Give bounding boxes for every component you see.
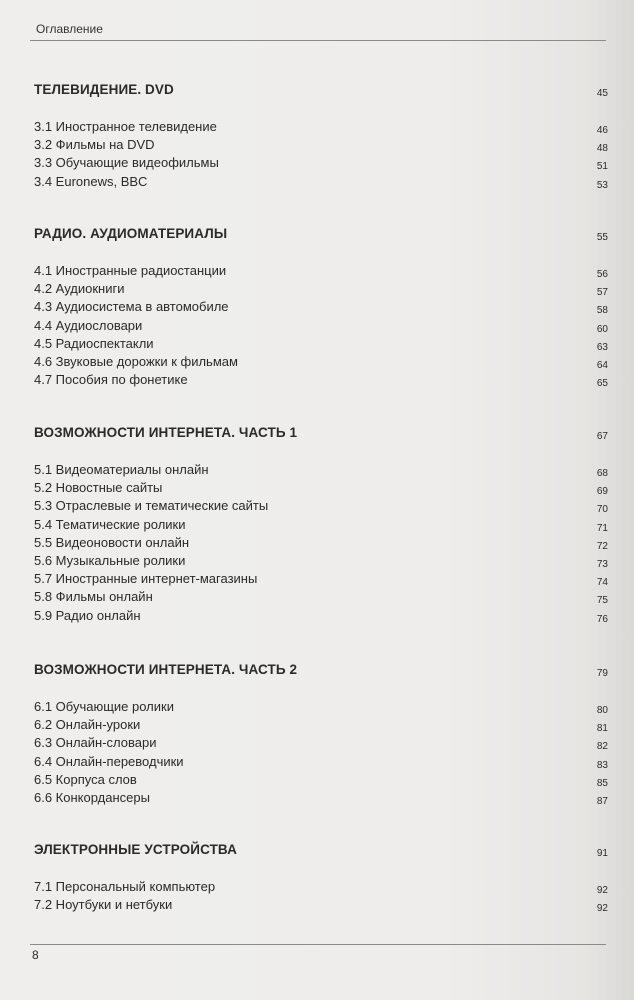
toc-item-label: 3.3 Обучающие видеофильмы [34,155,219,171]
toc-item-page: 57 [596,287,608,299]
section-heading-row [34,842,608,866]
toc-item-label: 5.1 Видеоматериалы онлайн [34,462,209,477]
toc-item-label: 7.1 Персональный компьютер [34,879,216,894]
toc-item [34,754,608,772]
toc-item-page: 60 [596,323,608,335]
toc-item [34,336,608,354]
section-page-number: 79 [596,668,608,679]
toc-item [34,535,608,553]
toc-item-label: 6.2 Онлайн-уроки [34,717,141,733]
toc-item-page: 72 [596,540,608,552]
toc-item-page: 80 [596,705,608,716]
toc-item-label: 4.7 Пособия по фонетике [34,372,188,388]
toc-item [34,299,608,317]
section-page-number: 91 [596,848,608,859]
section-title: РАДИО. АУДИОМАТЕРИАЛЫ [34,226,228,241]
toc-item [34,790,608,808]
toc-item-page: 58 [596,305,608,317]
section-page-number: 55 [596,232,608,243]
toc-section-6 [34,662,608,808]
toc-item-label: 4.3 Аудиосистема в автомобиле [34,299,229,315]
section-heading-row [34,662,608,686]
toc-item [34,281,608,299]
toc-item [34,699,608,717]
toc-item-label: 6.1 Обучающие ролики [34,699,174,714]
section-page-number: 45 [596,88,608,99]
toc-item [34,772,608,790]
toc-section-5 [34,425,608,626]
section-title: ВОЗМОЖНОСТИ ИНТЕРНЕТА. ЧАСТЬ 1 [34,425,298,440]
toc-item-page: 68 [596,468,608,479]
toc-item [34,137,608,155]
toc-item [34,318,608,336]
section-title: ТЕЛЕВИДЕНИЕ. DVD [34,82,174,97]
toc-item [34,119,608,137]
toc-item-page: 81 [596,723,608,735]
toc-item [34,517,608,535]
toc-item-list [34,263,608,390]
page-number: 8 [32,948,39,962]
toc-item-page: 85 [596,777,608,789]
toc-item-label: 6.5 Корпуса слов [34,771,137,787]
toc-item-label: 6.3 Онлайн-словари [34,735,157,751]
toc-item [34,553,608,571]
toc-item-page: 46 [596,125,608,136]
toc-item-page: 56 [596,269,608,280]
toc-item-page: 64 [596,359,608,371]
toc-item-page: 74 [596,577,608,589]
toc-item-label: 3.4 Euronews, BBC [34,173,148,189]
toc-item [34,897,608,915]
toc-item-page: 92 [596,903,608,915]
toc-item-page: 48 [596,143,608,155]
toc-item-label: 4.2 Аудиокниги [34,281,125,297]
toc-item [34,480,608,498]
toc-item-page: 82 [596,741,608,753]
toc-item-list [34,879,608,915]
toc-item-label: 5.9 Радио онлайн [34,607,141,623]
toc-item-label: 5.5 Видеоновости онлайн [34,534,190,550]
toc-item-list [34,699,608,808]
toc-item-label: 5.3 Отраслевые и тематические сайты [34,498,269,514]
toc-item-label: 3.2 Фильмы на DVD [34,137,155,153]
toc-item-page: 51 [596,161,608,173]
toc-item-page: 87 [596,795,608,807]
toc-item-label: 5.8 Фильмы онлайн [34,589,153,605]
footer-rule [30,944,606,945]
section-title: ЭЛЕКТРОННЫЕ УСТРОЙСТВА [34,842,237,857]
toc-item-list [34,462,608,626]
toc-item [34,498,608,516]
toc-item-page: 73 [596,558,608,570]
toc-item [34,717,608,735]
toc-item [34,879,608,897]
toc-item [34,263,608,281]
toc-item-page: 92 [596,885,608,896]
toc-item-page: 75 [596,595,608,607]
toc-item-page: 76 [596,613,608,625]
toc-item-label: 4.5 Радиоспектакли [34,335,154,351]
toc-section-4 [34,226,608,390]
toc-item-label: 5.6 Музыкальные ролики [34,552,186,568]
section-title: ВОЗМОЖНОСТИ ИНТЕРНЕТА. ЧАСТЬ 2 [34,662,298,677]
toc-item [34,174,608,192]
toc-item-label: 4.4 Аудиословари [34,317,143,333]
toc-item-page: 71 [596,522,608,534]
toc-item-page: 70 [596,504,608,516]
header-rule [30,40,606,41]
toc-item-page: 63 [596,341,608,353]
toc-item-list [34,119,608,192]
toc-item-label: 4.1 Иностранные радиостанции [34,263,227,278]
section-heading-row [34,82,608,106]
section-heading-row [34,425,608,449]
toc-item-page: 69 [596,486,608,498]
toc-item [34,372,608,390]
toc-item-label: 5.2 Новостные сайты [34,480,163,496]
toc-item [34,735,608,753]
toc-item-label: 6.4 Онлайн-переводчики [34,753,184,769]
section-page-number: 67 [596,431,608,442]
toc-item [34,589,608,607]
toc-item-label: 5.4 Тематические ролики [34,516,186,532]
section-heading-row [34,226,608,250]
toc-item-page: 65 [596,378,608,390]
toc-item-label: 3.1 Иностранное телевидение [34,119,217,134]
toc-item-label: 5.7 Иностранные интернет-магазины [34,571,258,587]
toc-section-7 [34,842,608,915]
toc-item-page: 83 [596,759,608,771]
toc-item [34,608,608,626]
toc-item-label: 6.6 Конкордансеры [34,789,150,805]
toc-item-label: 7.2 Ноутбуки и нетбуки [34,897,173,913]
toc-item [34,462,608,480]
toc-item [34,155,608,173]
toc-item [34,571,608,589]
toc-item [34,354,608,372]
toc-item-page: 53 [596,179,608,191]
toc-item-label: 4.6 Звуковые дорожки к фильмам [34,353,238,369]
running-header: Оглавление [36,22,103,36]
toc-section-3 [34,82,608,192]
